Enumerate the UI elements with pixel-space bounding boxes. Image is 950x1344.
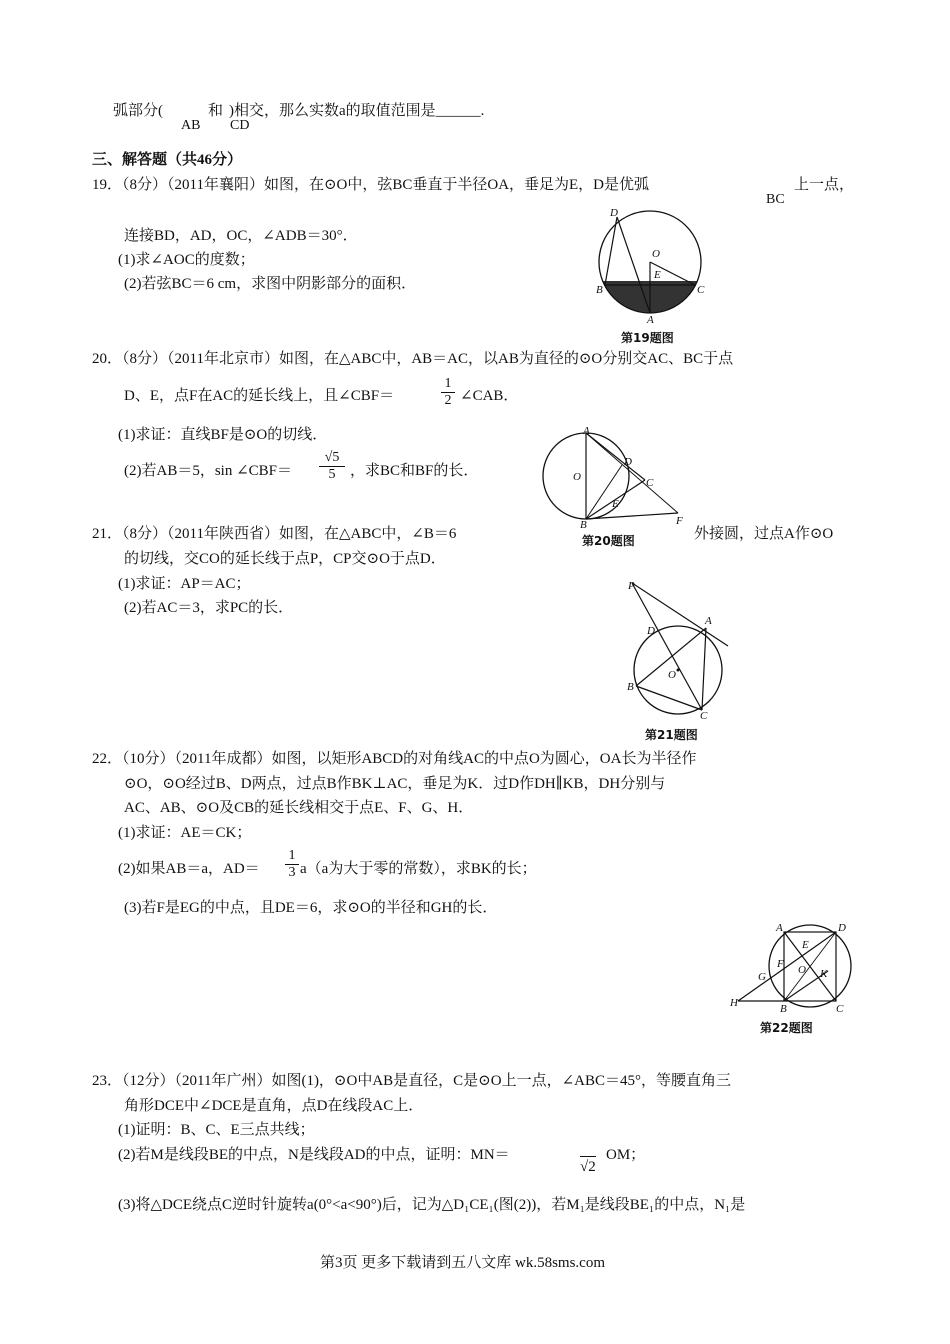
label-b: B	[627, 681, 634, 693]
q20-part2b: ，求BC和BF的长．	[350, 463, 479, 479]
label-c: C	[700, 710, 708, 720]
q23-part2a: (2)若M是线段BE的中点，N是线段AD的中点，证明：MN＝	[118, 1147, 510, 1163]
label-e: E	[612, 498, 619, 510]
label-g: G	[758, 971, 766, 983]
q22-part2b: a（a为大于零的常数），求BK的长；	[300, 861, 537, 877]
denominator: 2	[444, 393, 452, 408]
q20-caption: 第20题图	[582, 534, 635, 548]
q23-sqrt: √2	[580, 1156, 596, 1177]
numerator: 1	[285, 848, 299, 865]
q23-part3: (3)将△DCE绕点C逆时针旋转a(0°<a<90°)后，记为△D₁CE₁(图(2))，若M₁是线段BE₁的中点，N₁是	[118, 1197, 746, 1213]
q20-figure	[540, 424, 690, 530]
top-line	[113, 101, 484, 121]
page-footer: 第3页 更多下载请到五八文库 wk.58sms.com	[320, 1255, 606, 1271]
label-b: B	[780, 1003, 787, 1012]
q22-fraction	[285, 848, 299, 881]
text: 弧部分(	[113, 103, 163, 119]
q19-line1-end: 上一点，	[794, 177, 855, 193]
label-f: F	[777, 958, 784, 970]
q21-line2: 的切线，交CO的延长线于点P，CP交⊙O于点D．	[124, 551, 446, 567]
q19-line2: 连接BD，AD，OC，∠ADB＝30°．	[124, 228, 358, 244]
q21-caption: 第21题图	[645, 728, 698, 742]
q19-arc: BC	[766, 192, 785, 207]
q23-line1: 23．（12分）（2011年广州）如图(1)，⊙O中AB是直径，C是⊙O上一点，∠ABC＝45°，等腰直角三	[92, 1073, 731, 1089]
q22-figure	[728, 920, 856, 1012]
q20-fraction	[441, 376, 455, 409]
label-o: O	[652, 248, 660, 260]
denominator: 5	[328, 467, 336, 482]
q23-part2b: OM；	[606, 1147, 646, 1163]
label-a: A	[583, 425, 590, 437]
numerator: 1	[441, 376, 455, 393]
label-k: K	[820, 968, 828, 980]
q22-line2: ⊙O，⊙O经过B、D两点，过点B作BK⊥AC，垂足为K．过D作DH∥KB，DH分别与	[124, 776, 666, 792]
q21-part2: (2)若AC＝3，求PC的长．	[124, 600, 294, 616]
arc-cd: CD	[230, 118, 250, 133]
q20-line2b: ∠CAB．	[460, 388, 519, 404]
q22-line3: AC、AB、⊙O及CB的延长线相交于点E、F、G、H．	[124, 800, 474, 816]
q23-line2: 角形DCE中∠DCE是直角，点D在线段AC上．	[124, 1098, 424, 1114]
section-title: 三、解答题（共46分）	[92, 152, 243, 168]
label-d: D	[610, 207, 618, 219]
label-d: D	[838, 922, 846, 934]
q21-line1a: 21．（8分）（2011年陕西省）如图，在△ABC中，∠B＝6	[92, 526, 457, 542]
label-a: A	[705, 615, 712, 627]
numerator: √5	[319, 450, 345, 467]
label-c: C	[836, 1003, 844, 1012]
q20-line2a: D、E，点F在AC的延长线上，且∠CBF＝	[124, 388, 395, 404]
q22-caption: 第22题图	[760, 1021, 813, 1035]
q19-figure	[592, 205, 712, 325]
label-o: O	[668, 669, 676, 681]
text: )相交，那么实数a的取值范围是______.	[229, 103, 485, 119]
arc-ab: AB	[181, 118, 201, 133]
label-o: O	[798, 964, 806, 976]
label-h: H	[730, 997, 738, 1009]
label-c: C	[697, 284, 705, 296]
label-d: D	[624, 456, 632, 468]
q21-part1: (1)求证：AP＝AC；	[118, 576, 251, 592]
q19-part2: (2)若弦BC＝6 cm，求图中阴影部分的面积．	[124, 276, 417, 292]
label-a: A	[776, 922, 783, 934]
q20-part1: (1)求证：直线BF是⊙O的切线．	[118, 427, 328, 443]
denominator: 3	[288, 865, 296, 880]
q21-figure	[616, 578, 736, 720]
label-e: E	[802, 939, 809, 951]
q22-part1: (1)求证：AE＝CK；	[118, 825, 252, 841]
label-p: P	[628, 580, 635, 592]
label-d: D	[647, 625, 655, 637]
q20-sqrt-fraction	[319, 450, 345, 483]
q22-line1: 22．（10分）（2011年成都）如图，以矩形ABCD的对角线AC的中点O为圆心，OA长为半径作	[92, 751, 697, 767]
and-text: 和	[208, 103, 224, 119]
label-b: B	[580, 519, 587, 530]
label-o: O	[573, 471, 581, 483]
q22-part3: (3)若F是EG的中点，且DE＝6，求⊙O的半径和GH的长．	[124, 900, 498, 916]
q22-part2a: (2)如果AB＝a，AD＝	[118, 861, 260, 877]
q21-line1b: 外接圆，过点A作⊙O	[694, 526, 834, 542]
label-e: E	[654, 269, 661, 281]
q20-part2a: (2)若AB＝5，sin ∠CBF＝	[124, 463, 293, 479]
q19-line1: 19．（8分）（2011年襄阳）如图，在⊙O中，弦BC垂直于半径OA，垂足为E，D是优弧	[92, 177, 650, 193]
label-b: B	[596, 284, 603, 296]
q19-part1: (1)求∠AOC的度数；	[118, 252, 255, 268]
q20-line1: 20．（8分）（2011年北京市）如图，在△ABC中，AB＝AC，以AB为直径的⊙O分别交AC、BC于点	[92, 351, 734, 367]
label-f: F	[676, 515, 683, 527]
q19-caption: 第19题图	[621, 331, 674, 345]
label-a: A	[647, 314, 654, 325]
q23-part1: (1)证明：B、C、E三点共线；	[118, 1122, 315, 1138]
label-c: C	[646, 477, 654, 489]
